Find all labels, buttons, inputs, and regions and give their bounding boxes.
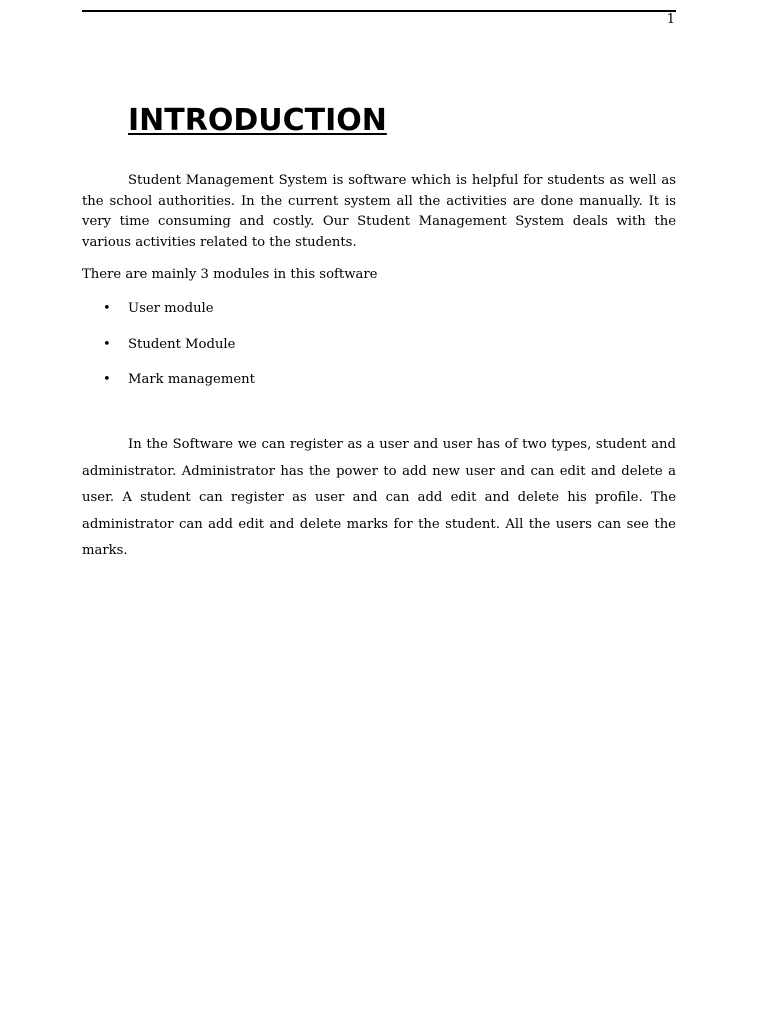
bullet-icon: • bbox=[103, 372, 111, 387]
module-label-user: User module bbox=[128, 301, 214, 316]
list-item bbox=[82, 334, 676, 370]
bullet-icon: • bbox=[103, 301, 111, 316]
module-label-student: Student Module bbox=[128, 336, 236, 352]
module-label-mark: Mark management bbox=[128, 372, 255, 387]
page-number: 1 bbox=[666, 12, 675, 27]
header-rule bbox=[82, 10, 676, 12]
module-list bbox=[82, 298, 676, 405]
list-item bbox=[82, 298, 676, 334]
bullet-icon: • bbox=[103, 336, 111, 352]
detail-paragraph: In the Software we can register as a user and user has of two types, student and administrator. Administrator has the power to add new user and can edit and delete a user. A student can register as user and can add edit and delete his profile. The administrator can add edit and delete marks for the student. All the users can see the marks. bbox=[82, 437, 676, 558]
list-item bbox=[82, 369, 676, 405]
intro-paragraph: Student Management System is software which is helpful for students as well as the school authorities. In the current system all the activities are done manually. It is very time consuming and costly. Our Student Management System deals with the various activities related to the students. bbox=[82, 173, 676, 250]
modules-intro-text: There are mainly 3 modules in this software bbox=[82, 267, 378, 282]
page-title: INTRODUCTION bbox=[128, 103, 387, 138]
